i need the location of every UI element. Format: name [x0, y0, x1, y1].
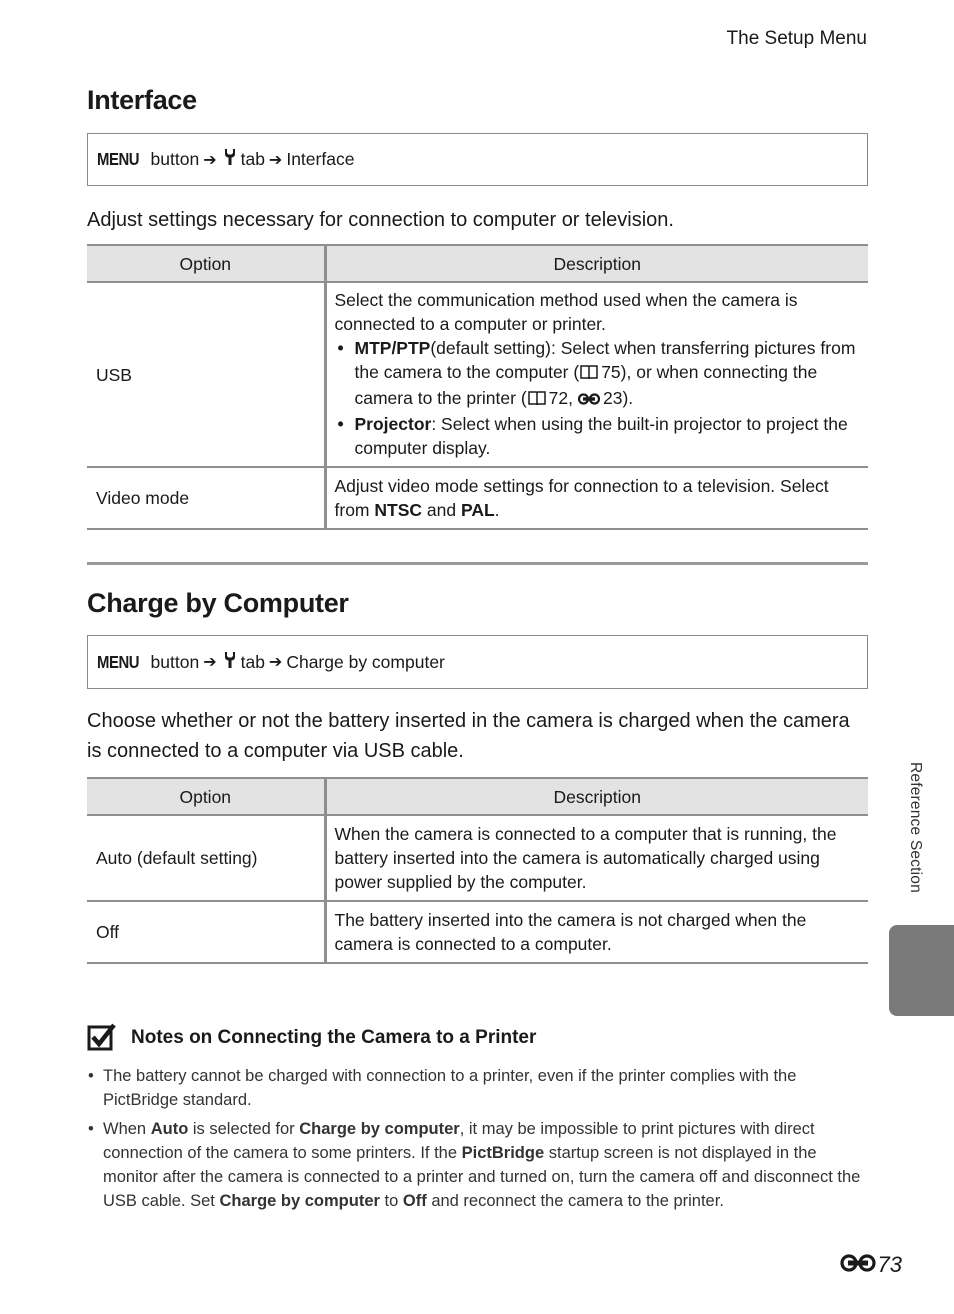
arrow-right-icon: ➔	[203, 151, 217, 169]
column-header-option: Option	[87, 778, 325, 815]
note-text: is selected for	[192, 1120, 295, 1138]
path-destination: Charge by computer	[286, 651, 445, 672]
table-row	[87, 901, 868, 963]
description-off: The battery inserted into the camera is not charged when the camera is connected to a computer.	[325, 901, 868, 963]
usb-ref-text: 72,	[548, 388, 573, 408]
table-row	[87, 815, 868, 901]
option-video-mode: Video mode	[87, 467, 325, 529]
video-desc-and: and	[426, 500, 457, 520]
book-icon	[580, 362, 598, 386]
interface-options-table	[87, 244, 868, 530]
note-text: When	[103, 1120, 147, 1138]
list-item	[335, 336, 861, 412]
mtp-ptp-text: (default setting): Select when transferring pictures from the camera to the computer (	[354, 338, 856, 382]
arrow-right-icon: ➔	[203, 654, 217, 671]
wrench-icon	[223, 148, 237, 171]
option-off: Off	[87, 901, 325, 963]
usb-ref-text: 23).	[602, 388, 634, 408]
note-bold: Auto	[150, 1120, 189, 1138]
side-section-label: Reference Section	[907, 762, 924, 893]
section-heading-charge: Charge by Computer	[87, 588, 349, 618]
running-header: The Setup Menu	[726, 28, 867, 49]
note-text: to	[384, 1192, 399, 1210]
interface-intro: Adjust settings necessary for connection to computer or television.	[87, 209, 674, 231]
section-thumb-tab	[889, 925, 954, 1016]
charge-intro: Choose whether or not the battery inserted in the camera is charged when the camera is connected to a computer via USB cable.	[87, 710, 850, 762]
list-item	[335, 412, 861, 460]
path-button-label: button	[150, 149, 200, 169]
mtp-ptp-label: MTP/PTP	[354, 338, 431, 358]
note-text: and reconnect the camera to the printer.	[431, 1192, 724, 1210]
section-divider	[87, 562, 868, 565]
page-number	[840, 1252, 902, 1278]
video-desc-period: .	[494, 500, 500, 520]
usb-bullets	[335, 336, 861, 460]
projector-label: Projector	[354, 414, 432, 434]
list-item	[87, 1117, 868, 1213]
notes-heading-text: Notes on Connecting the Camera to a Printer	[131, 1027, 537, 1048]
reference-icon	[840, 1252, 878, 1278]
wrench-icon	[223, 651, 237, 674]
menu-button-icon: MENU	[97, 149, 140, 169]
description-usb	[325, 282, 868, 467]
section-heading-interface: Interface	[87, 85, 197, 115]
table-row	[87, 467, 868, 529]
charge-options-table	[87, 777, 868, 964]
column-header-description: Description	[325, 778, 868, 815]
note-bold: Charge by computer	[299, 1120, 460, 1138]
table-row	[87, 282, 868, 467]
menu-path-interface	[87, 133, 868, 186]
note-bold: Charge by computer	[219, 1192, 380, 1210]
description-auto: When the camera is connected to a computer that is running, the battery inserted into the camera is automatically charged using power supplied by the computer.	[325, 815, 868, 901]
usb-desc-line: Select the communication method used when the camera is connected to a computer or printer.	[334, 290, 798, 334]
column-header-description: Description	[325, 245, 868, 282]
arrow-right-icon: ➔	[268, 151, 283, 169]
note-bold: Off	[402, 1192, 427, 1210]
page-number-value: 73	[877, 1252, 902, 1277]
table-header-row	[87, 778, 868, 815]
path-tab-label: tab	[240, 651, 265, 672]
book-icon	[528, 388, 546, 412]
path-button-label: button	[150, 651, 200, 672]
list-item: • The battery cannot be charged with connection to a printer, even if the printer complies with the PictBridge standard.	[87, 1064, 868, 1112]
option-auto: Auto (default setting)	[87, 815, 325, 901]
notes-list	[87, 1064, 868, 1218]
menu-button-icon: MENU	[97, 651, 140, 672]
note-bold: PictBridge	[461, 1144, 545, 1162]
note-text: startup screen is not displayed in the monitor after the camera is connected to a printer and turned on, turn the camera off and disconnect the USB cable. Set	[103, 1144, 861, 1210]
menu-path-charge	[87, 635, 868, 689]
note-text: , it may be impossible to print pictures with direct connection of the camera to some printers. If the	[103, 1120, 815, 1162]
projector-text: : Select when using the built-in projector to project the computer display.	[354, 414, 848, 458]
column-header-option: Option	[87, 245, 325, 282]
notes-heading	[87, 1023, 536, 1053]
path-tab-label: tab	[240, 149, 265, 169]
table-header-row	[87, 245, 868, 282]
reference-icon	[578, 387, 600, 411]
arrow-right-icon: ➔	[268, 654, 283, 671]
check-icon	[87, 1023, 117, 1053]
path-destination: Interface	[286, 149, 355, 169]
description-video-mode	[325, 467, 868, 529]
video-desc-text: Adjust video mode settings for connection to a television. Select from	[334, 476, 829, 520]
pal-label: PAL	[460, 500, 495, 520]
option-usb: USB	[87, 282, 325, 467]
usb-ref-text: 75), or when connecting the camera to the printer (	[354, 362, 818, 408]
ntsc-label: NTSC	[374, 500, 423, 520]
